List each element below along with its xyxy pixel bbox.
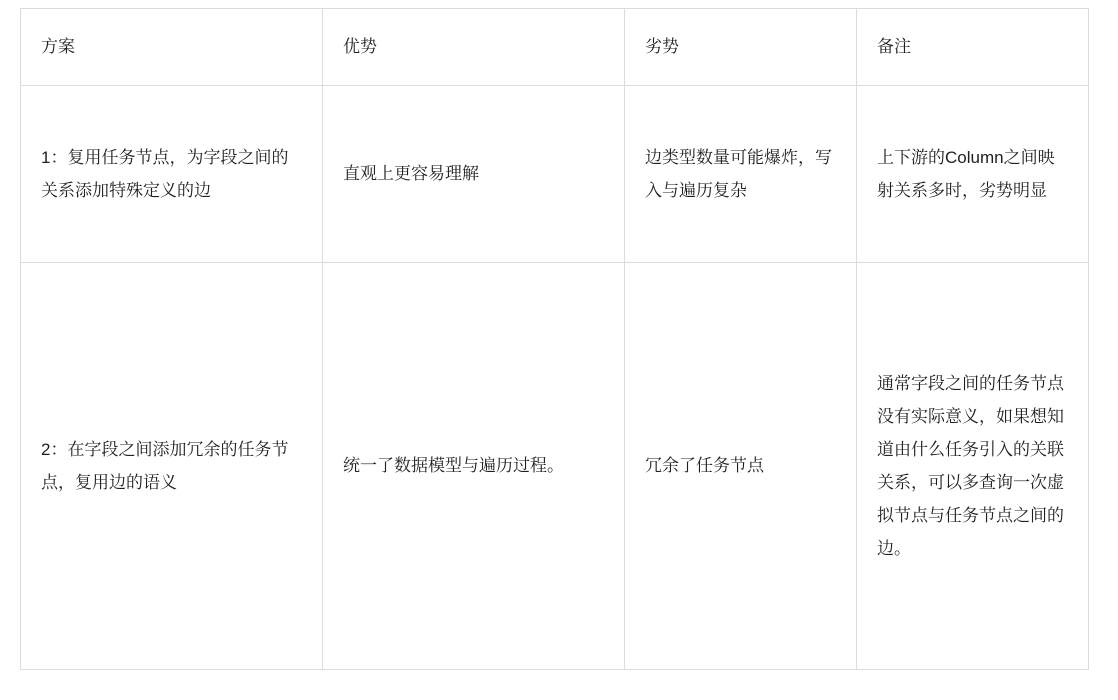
table-body [21, 86, 1089, 670]
comparison-table [20, 8, 1089, 670]
cell-disadvantage: 冗余了任务节点 [625, 263, 857, 670]
cell-disadvantage: 边类型数量可能爆炸，写入与遍历复杂 [625, 86, 857, 263]
table-header [21, 9, 1089, 86]
cell-remark: 通常字段之间的任务节点没有实际意义，如果想知道由什么任务引入的关联关系，可以多查询一次虚拟节点与任务节点之间的边。 [857, 263, 1089, 670]
cell-scheme: 1：复用任务节点，为字段之间的关系添加特殊定义的边 [21, 86, 323, 263]
cell-remark: 上下游的Column之间映射关系多时，劣势明显 [857, 86, 1089, 263]
column-header-disadvantage: 劣势 [625, 9, 857, 86]
cell-scheme: 2：在字段之间添加冗余的任务节点，复用边的语义 [21, 263, 323, 670]
column-header-advantage: 优势 [323, 9, 625, 86]
table-row [21, 86, 1089, 263]
table-row [21, 263, 1089, 670]
column-header-scheme: 方案 [21, 9, 323, 86]
cell-advantage: 直观上更容易理解 [323, 86, 625, 263]
table-header-row [21, 9, 1089, 86]
cell-advantage: 统一了数据模型与遍历过程。 [323, 263, 625, 670]
column-header-remark: 备注 [857, 9, 1089, 86]
